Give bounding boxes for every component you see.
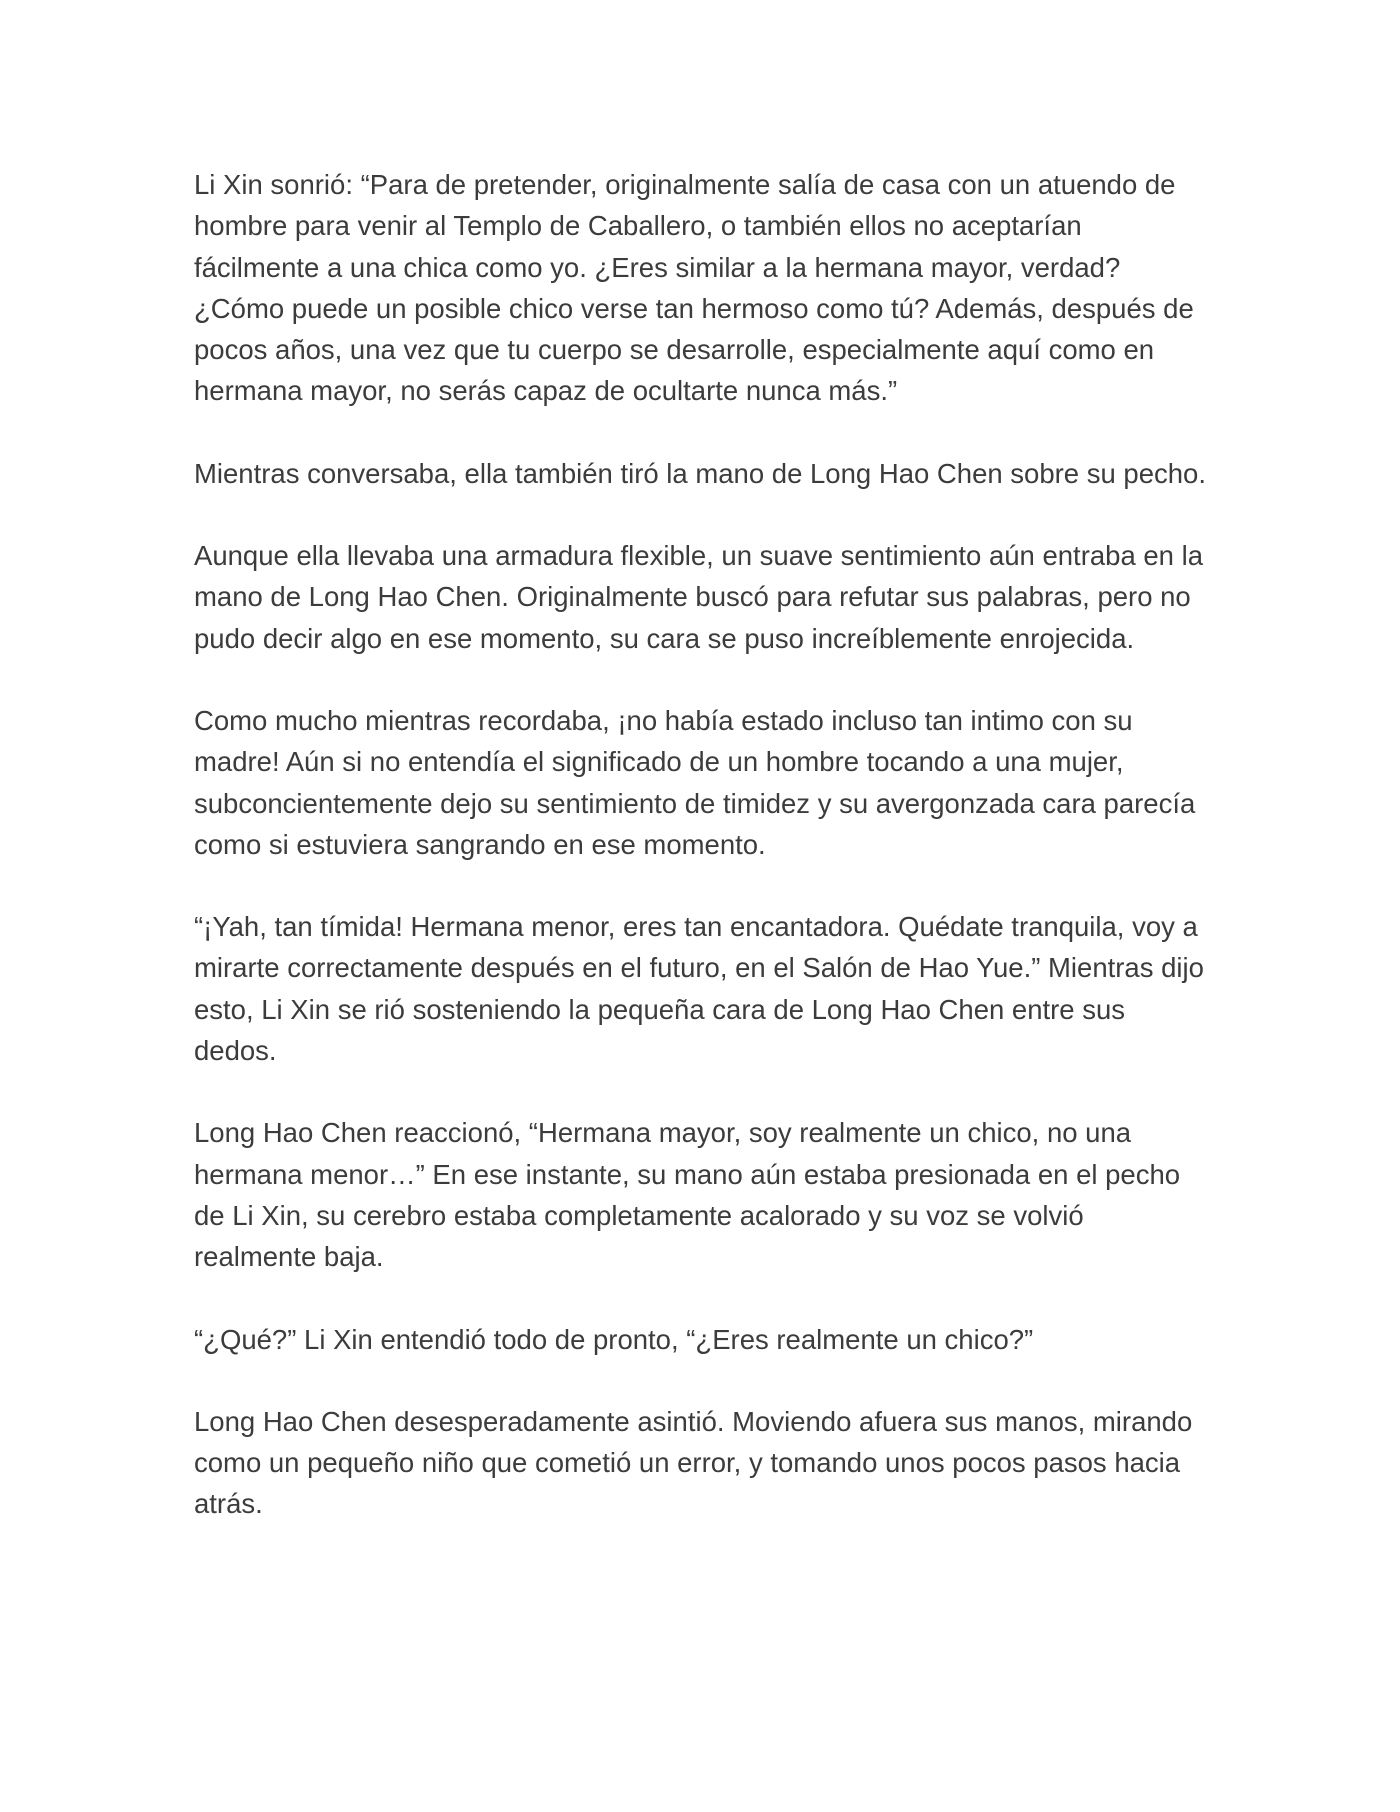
paragraph-3: Aunque ella llevaba una armadura flexible, un suave sentimiento aún entraba en la mano de Long Hao Chen. Originalmente buscó para refutar sus palabras, pero no pudo decir algo en ese momento, su cara se puso increíblemente enrojecida. xyxy=(194,540,1204,654)
paragraph-8: Long Hao Chen desesperadamente asintió. Moviendo afuera sus manos, mirando como un pequeño niño que cometió un error, y tomando unos pocos pasos hacia atrás. xyxy=(194,1405,1193,1520)
paragraph-5: “¡Yah, tan tímida! Hermana menor, eres tan encantadora. Quédate tranquila, voy a mirarte correctamente después en el futuro, en el Salón de Hao Yue.” Mientras dijo esto, Li Xin se rió sosteniendo la pequeña cara de Long Hao Chen entre sus dedos. xyxy=(194,911,1204,1067)
paragraph-2: Mientras conversaba, ella también tiró la mano de Long Hao Chen sobre su pecho. xyxy=(194,457,1206,489)
paragraph-7: “¿Qué?” Li Xin entendió todo de pronto, “¿Eres realmente un chico?” xyxy=(194,1323,1034,1355)
paragraph-1: Li Xin sonrió: “Para de pretender, originalmente salía de casa con un atuendo de hombre para venir al Templo de Caballero, o también ellos no aceptarían fácilmente a una chica como yo. ¿Eres similar a la hermana mayor, verdad? ¿Cómo puede un posible chico verse tan hermoso como tú? Además, después de pocos años, una vez que tu cuerpo se desarrolle, especialmente aquí como en hermana mayor, no serás capaz de ocultarte nunca más.” xyxy=(194,169,1194,407)
paragraph-6: Long Hao Chen reaccionó, “Hermana mayor, soy realmente un chico, no una hermana menor…” En ese instante, su mano aún estaba presionada en el pecho de Li Xin, su cerebro estaba completamente acalorado y su voz se volvió realmente baja. xyxy=(194,1117,1181,1273)
paragraph-4: Como mucho mientras recordaba, ¡no había estado incluso tan intimo con su madre! Aún si no entendía el significado de un hombre tocando a una mujer, subconcientemente dejo su sentimiento de timidez y su avergonzada cara parecía como si estuviera sangrando en ese momento. xyxy=(194,704,1196,860)
